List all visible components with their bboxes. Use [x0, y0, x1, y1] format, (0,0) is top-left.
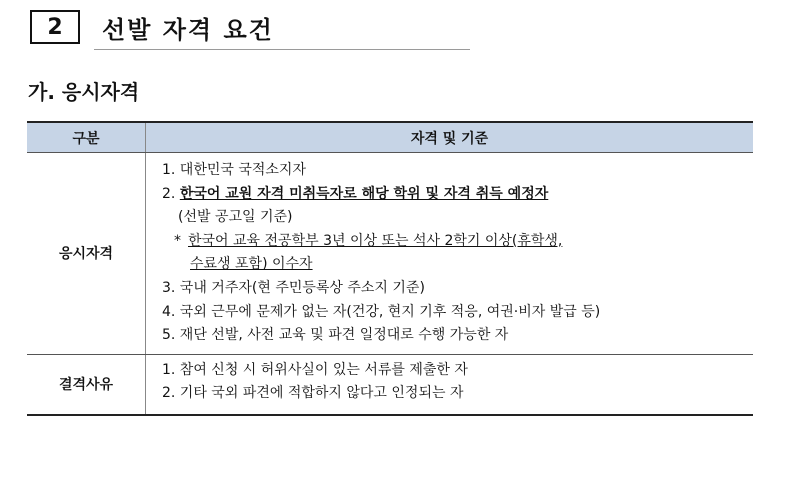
section-number: 2	[30, 10, 80, 44]
row-label-disqualification: 결격사유	[27, 354, 146, 415]
list-item-footnote	[162, 230, 753, 254]
footnote-text-line1: 한국어 교육 전공학부 3년 이상 또는 석사 2학기 이상(휴학생,	[188, 232, 563, 249]
list-item-footnote-cont	[162, 253, 753, 277]
eligibility-criteria	[146, 153, 754, 355]
footnote-text-line2: 수료생 포함) 이수자	[190, 256, 313, 273]
emphasized-requirement: 한국어 교원 자격 미취득자로 해당 학위 및 자격 취득 예정자	[179, 185, 549, 202]
table-header-row	[27, 122, 753, 153]
list-item: 5. 재단 선발, 사전 교육 및 파견 일정대로 수행 가능한 자	[162, 327, 509, 344]
title-underline	[94, 49, 470, 50]
row-label-eligibility: 응시자격	[27, 153, 146, 355]
requirements-table	[27, 121, 753, 416]
table-row	[27, 354, 753, 415]
list-item: 4. 국외 근무에 문제가 없는 자(건강, 현지 기후 적응, 여권·비자 발급 등)	[162, 303, 601, 320]
section-title: 선발 자격 요건	[102, 16, 274, 44]
list-item-note: (선발 공고일 기준)	[178, 209, 293, 226]
section-heading	[30, 6, 470, 46]
list-item: 2. 기타 국외 파견에 적합하지 않다고 인정되는 자	[162, 385, 464, 402]
subheading: 가. 응시자격	[28, 80, 140, 104]
asterisk-marker: *	[174, 232, 181, 249]
table-row	[27, 153, 753, 355]
list-item: 1. 대한민국 국적소지자	[162, 162, 306, 178]
list-item: 3. 국내 거주자(현 주민등록상 주소지 기준)	[162, 279, 425, 296]
list-item	[162, 183, 753, 207]
list-item: 1. 참여 신청 시 허위사실이 있는 서류를 제출한 자	[162, 361, 468, 378]
header-criteria: 자격 및 기준	[146, 122, 754, 153]
item-number: 2.	[162, 185, 180, 202]
disqualification-criteria	[146, 354, 754, 415]
header-category: 구분	[27, 122, 146, 153]
